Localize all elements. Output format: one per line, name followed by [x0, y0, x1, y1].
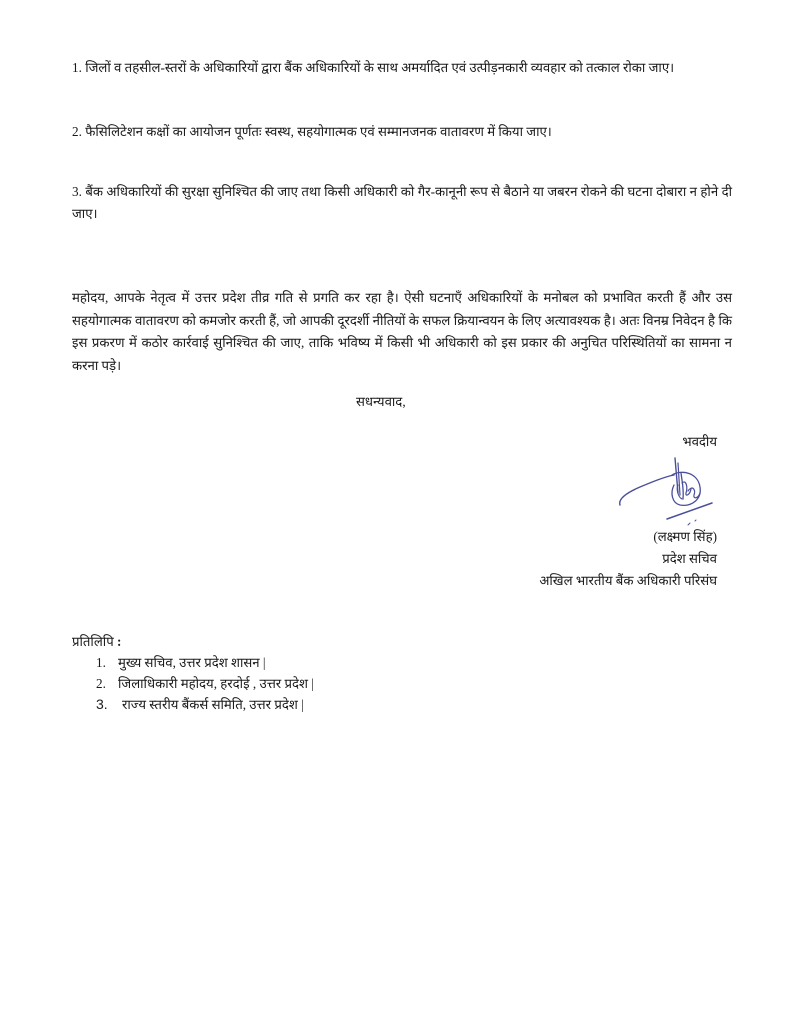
signatory-name: (लक्ष्मण सिंह)	[653, 529, 717, 544]
point-text: फैसिलिटेशन कक्षों का आयोजन पूर्णतः स्वस्थ, सहयोगात्मक एवं सम्मानजनक वातावरण में किया जाए।	[85, 124, 552, 139]
copy-to-number: 1.	[96, 655, 106, 670]
copy-to-number: 3.	[96, 696, 108, 712]
valediction: भवदीय	[682, 434, 717, 449]
demand-point-3	[72, 181, 732, 225]
copy-to-recipient: जिलाधिकारी महोदय, हरदोई , उत्तर प्रदेश |	[118, 676, 314, 691]
point-number: 3.	[72, 184, 82, 199]
point-number: 2.	[72, 124, 82, 139]
copy-to-number: 2.	[96, 676, 106, 691]
signatory-block	[539, 526, 717, 592]
signatory-organization: अखिल भारतीय बैंक अधिकारी परिसंघ	[539, 573, 717, 588]
closing-thanks: सधन्यवाद,	[356, 394, 406, 409]
copy-to-item	[96, 694, 314, 715]
copy-to-recipient: मुख्य सचिव, उत्तर प्रदेश शासन |	[118, 655, 266, 670]
copy-to-recipient: राज्य स्तरीय बैंकर्स समिति, उत्तर प्रदेश |	[122, 697, 304, 712]
copy-to-list	[96, 652, 314, 715]
request-paragraph: महोदय, आपके नेतृत्व में उत्तर प्रदेश तीव्र गति से प्रगति कर रहा है। ऐसी घटनाएँ अधिकारियों के मनोबल को प्रभावित करती हैं और उस सहयोगात्मक वातावरण को कमजोर करती हैं, जो आपकी दूरदर्शी नीतियों के सफल क्रियान्वयन के लिए अत्यावश्यक है। अतः विनम्र निवेदन है कि इस प्रकरण में कठोर कार्रवाई सुनिश्चित की जाए, ताकि भविष्य में किसी भी अधिकारी को इस प्रकार की अनुचित परिस्थितियों का सामना न करना पड़े।	[72, 290, 732, 373]
point-text: जिलों व तहसील-स्तरों के अधिकारियों द्वारा बैंक अधिकारियों के साथ अमर्यादित एवं उत्पीड़नकारी व्यवहार को तत्काल रोका जाए।	[85, 60, 675, 75]
signature-icon	[612, 455, 722, 530]
signatory-designation: प्रदेश सचिव	[662, 551, 717, 566]
copy-to-label	[72, 632, 121, 650]
copy-to-item	[96, 673, 314, 694]
copy-to-item	[96, 652, 314, 673]
point-text: बैंक अधिकारियों की सुरक्षा सुनिश्चित की जाए तथा किसी अधिकारी को गैर-कानूनी रूप से बैठाने या जबरन रोकने की घटना दोबारा न होने दी जाए।	[72, 184, 733, 221]
point-number: 1.	[72, 60, 82, 75]
demand-point-1	[72, 57, 732, 79]
copy-to-colon: :	[117, 634, 122, 649]
copy-to-text: प्रतिलिपि	[72, 634, 114, 649]
demand-point-2	[72, 121, 732, 143]
